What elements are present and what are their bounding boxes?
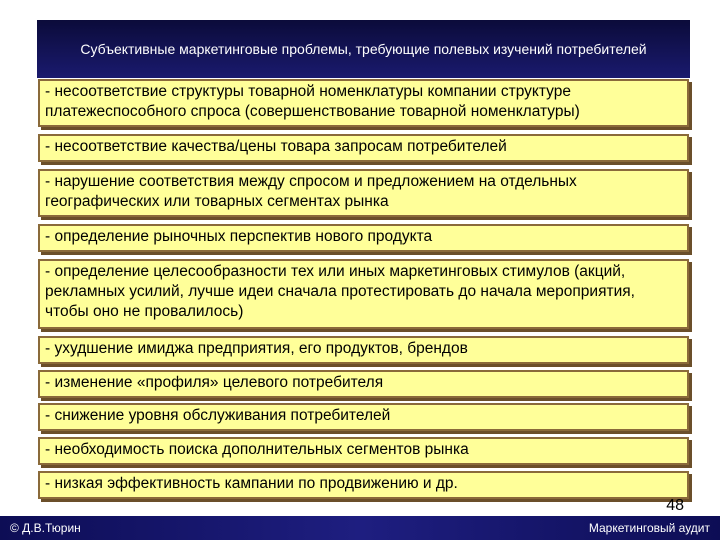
list-item: - ухудшение имиджа предприятия, его продуктов, брендов — [38, 336, 689, 364]
list-item: - определение рыночных перспектив нового продукта — [38, 224, 689, 252]
list-item: - низкая эффективность кампании по продвижению и др. — [38, 471, 689, 499]
slide-title: Субъективные маркетинговые проблемы, требующие полевых изучений потребителей — [37, 20, 690, 78]
list-item: - несоответствие качества/цены товара запросам потребителей — [38, 134, 689, 162]
list-item: - несоответствие структуры товарной номенклатуры компании структуре платежеспособного спроса (совершенствование товарной номенклатуры) — [38, 79, 689, 127]
page-number: 48 — [666, 497, 684, 514]
list-item: - определение целесообразности тех или иных маркетинговых стимулов (акций, рекламных усилий, лучше идеи сначала протестировать до начала мероприятия, чтобы оно не провалилось) — [38, 259, 689, 329]
list-item: - снижение уровня обслуживания потребителей — [38, 403, 689, 431]
list-item: - необходимость поиска дополнительных сегментов рынка — [38, 437, 689, 465]
list-item: - изменение «профиля» целевого потребителя — [38, 370, 689, 398]
footer-course: Маркетинговый аудит — [588, 521, 710, 535]
footer-author: © Д.В.Тюрин — [10, 521, 81, 535]
footer-bar — [0, 516, 720, 540]
list-item: - нарушение соответствия между спросом и предложением на отдельных географических или товарных сегментах рынка — [38, 169, 689, 217]
